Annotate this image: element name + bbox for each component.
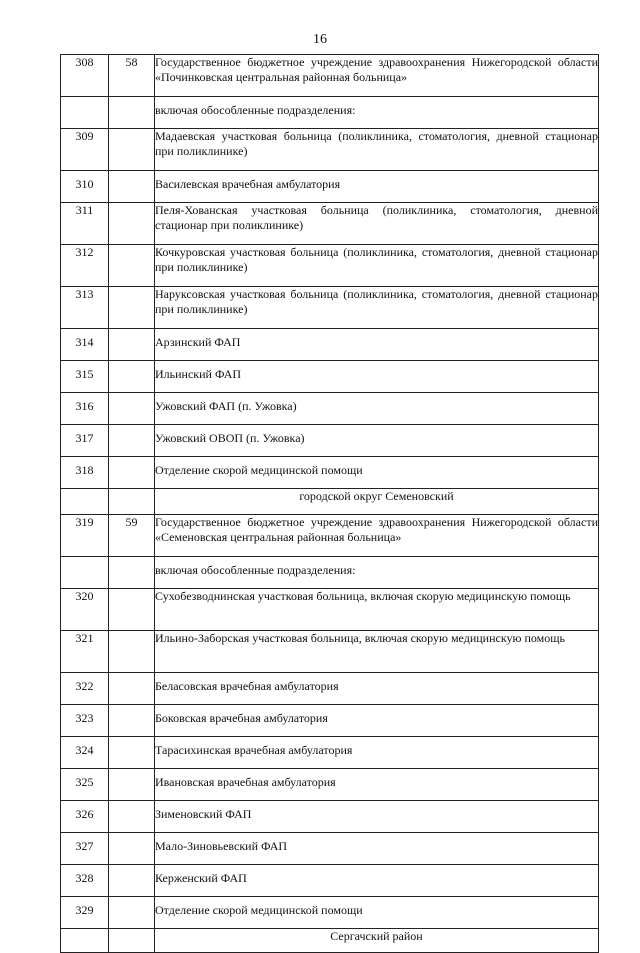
row-text: Отделение скорой медицинской помощи — [155, 457, 599, 489]
row-number: 315 — [61, 361, 109, 393]
row-number: 313 — [61, 287, 109, 329]
row-code — [109, 245, 155, 287]
table-row — [61, 833, 599, 865]
row-text: Государственное бюджетное учреждение здравоохранения Нижегородской области «Починковская центральная районная больница» — [155, 55, 599, 97]
row-code — [109, 129, 155, 171]
row-text: Мадаевская участковая больница (поликлиника, стоматология, дневной стационар при поликлинике) — [155, 129, 599, 171]
table-row — [61, 801, 599, 833]
row-code — [109, 457, 155, 489]
table-row — [61, 631, 599, 673]
table-row — [61, 557, 599, 589]
row-text: Ивановская врачебная амбулатория — [155, 769, 599, 801]
row-number: 322 — [61, 673, 109, 705]
row-text: Сухобезводнинская участковая больница, включая скорую медицинскую помощь — [155, 589, 599, 631]
table-row — [61, 897, 599, 929]
row-code — [109, 705, 155, 737]
row-number-empty — [61, 489, 109, 515]
table-row — [61, 171, 599, 203]
table-row — [61, 673, 599, 705]
row-code — [109, 801, 155, 833]
row-text: Тарасихинская врачебная амбулатория — [155, 737, 599, 769]
row-text: Керженский ФАП — [155, 865, 599, 897]
row-number: 328 — [61, 865, 109, 897]
row-code — [109, 557, 155, 589]
table-row — [61, 329, 599, 361]
row-code — [109, 329, 155, 361]
row-code — [109, 737, 155, 769]
row-text: Ужовский ФАП (п. Ужовка) — [155, 393, 599, 425]
row-code — [109, 203, 155, 245]
row-text: Мало-Зиновьевский ФАП — [155, 833, 599, 865]
district-row — [61, 929, 599, 953]
table-row — [61, 393, 599, 425]
row-number: 326 — [61, 801, 109, 833]
row-text: Беласовская врачебная амбулатория — [155, 673, 599, 705]
table-row — [61, 129, 599, 171]
row-number: 311 — [61, 203, 109, 245]
row-number: 316 — [61, 393, 109, 425]
row-code — [109, 589, 155, 631]
row-code: 59 — [109, 515, 155, 557]
row-code-empty — [109, 489, 155, 515]
row-code: 58 — [109, 55, 155, 97]
table-row — [61, 287, 599, 329]
row-code-empty — [109, 929, 155, 953]
row-number: 321 — [61, 631, 109, 673]
row-number: 308 — [61, 55, 109, 97]
row-code — [109, 361, 155, 393]
row-text: Отделение скорой медицинской помощи — [155, 897, 599, 929]
row-code — [109, 631, 155, 673]
row-code — [109, 769, 155, 801]
row-text: Государственное бюджетное учреждение здравоохранения Нижегородской области «Семеновская центральная районная больница» — [155, 515, 599, 557]
row-number: 310 — [61, 171, 109, 203]
table-row — [61, 769, 599, 801]
row-code — [109, 833, 155, 865]
row-code — [109, 425, 155, 457]
row-text: Кочкуровская участковая больница (поликлиника, стоматология, дневной стационар при поликлинике) — [155, 245, 599, 287]
row-text: Ильинский ФАП — [155, 361, 599, 393]
row-number: 312 — [61, 245, 109, 287]
row-number: 319 — [61, 515, 109, 557]
row-text: Ужовский ОВОП (п. Ужовка) — [155, 425, 599, 457]
row-number: 309 — [61, 129, 109, 171]
row-text: Боковская врачебная амбулатория — [155, 705, 599, 737]
row-code — [109, 865, 155, 897]
row-code — [109, 673, 155, 705]
row-text: Зименовский ФАП — [155, 801, 599, 833]
row-number: 318 — [61, 457, 109, 489]
table-row — [61, 425, 599, 457]
row-number — [61, 557, 109, 589]
row-number: 327 — [61, 833, 109, 865]
row-number — [61, 97, 109, 129]
row-code — [109, 171, 155, 203]
row-number: 324 — [61, 737, 109, 769]
row-number: 317 — [61, 425, 109, 457]
row-text: Василевская врачебная амбулатория — [155, 171, 599, 203]
table-row — [61, 457, 599, 489]
table-row — [61, 589, 599, 631]
row-number: 329 — [61, 897, 109, 929]
table-row — [61, 97, 599, 129]
table-row — [61, 55, 599, 97]
table-row — [61, 737, 599, 769]
table-row — [61, 865, 599, 897]
row-text: включая обособленные подразделения: — [155, 557, 599, 589]
row-text: Пеля-Хованская участковая больница (поликлиника, стоматология, дневной стационар при поликлинике) — [155, 203, 599, 245]
row-text: включая обособленные подразделения: — [155, 97, 599, 129]
district-row — [61, 489, 599, 515]
row-code — [109, 393, 155, 425]
table-row — [61, 245, 599, 287]
row-number: 325 — [61, 769, 109, 801]
page-number: 16 — [313, 32, 327, 47]
table-row — [61, 203, 599, 245]
table-row — [61, 361, 599, 393]
row-number: 314 — [61, 329, 109, 361]
row-text: Наруксовская участковая больница (поликлиника, стоматология, дневной стационар при поликлинике) — [155, 287, 599, 329]
row-code — [109, 287, 155, 329]
institutions-table — [60, 54, 599, 953]
row-code — [109, 97, 155, 129]
row-code — [109, 897, 155, 929]
row-text: Ильино-Заборская участковая больница, включая скорую медицинскую помощь — [155, 631, 599, 673]
table-row — [61, 515, 599, 557]
district-name: городской округ Семеновский — [155, 489, 599, 515]
row-number: 323 — [61, 705, 109, 737]
row-number-empty — [61, 929, 109, 953]
table-row — [61, 705, 599, 737]
row-number: 320 — [61, 589, 109, 631]
row-text: Арзинский ФАП — [155, 329, 599, 361]
district-name: Сергачский район — [155, 929, 599, 953]
